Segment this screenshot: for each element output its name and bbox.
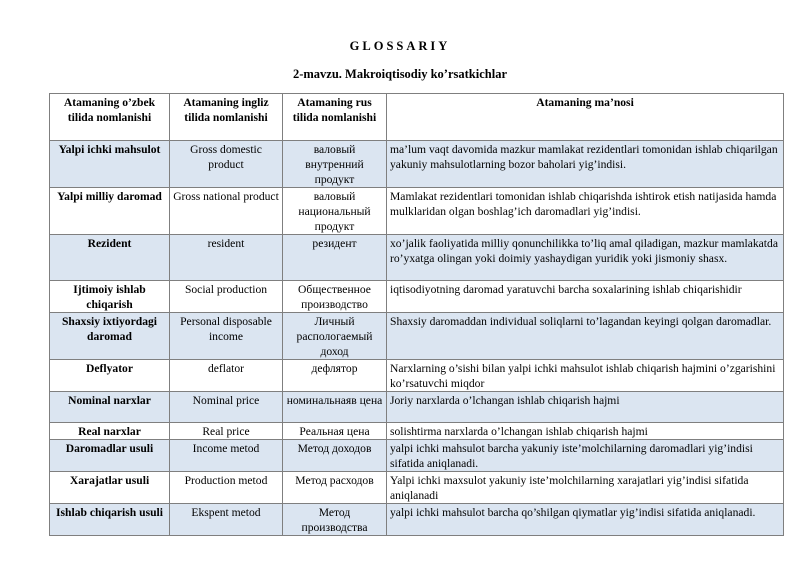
term-meaning: yalpi ichki mahsulot barcha qo’shilgan qiymatlar yig’indisi sifatida aniqlanadi. bbox=[387, 504, 784, 536]
table-row bbox=[50, 141, 784, 188]
term-meaning: Joriy narxlarda o’lchangan ishlab chiqarish hajmi bbox=[387, 392, 784, 423]
term-russian: номинальнаяв цена bbox=[283, 392, 387, 423]
term-english: deflator bbox=[170, 360, 283, 392]
header-russian-term: Atamaning rus tilida nomlanishi bbox=[283, 94, 387, 141]
term-english: resident bbox=[170, 235, 283, 281]
term-uzbek: Ishlab chiqarish usuli bbox=[50, 504, 170, 536]
table-row bbox=[50, 360, 784, 392]
term-uzbek: Ijtimoiy ishlab chiqarish bbox=[50, 281, 170, 313]
term-english: Gross domestic product bbox=[170, 141, 283, 188]
table-row bbox=[50, 313, 784, 360]
table-row bbox=[50, 472, 784, 504]
term-russian: дефлятор bbox=[283, 360, 387, 392]
term-uzbek: Deflyator bbox=[50, 360, 170, 392]
header-meaning: Atamaning ma’nosi bbox=[387, 94, 784, 141]
term-uzbek: Xarajatlar usuli bbox=[50, 472, 170, 504]
term-meaning: xo’jalik faoliyatida milliy qonunchilikka to’liq amal qiladigan, mazkur mamlakatda ro’yxatga olingan yoki doimiy yashaydigan yuridik yoki jismoniy shasx. bbox=[387, 235, 784, 281]
term-english: Ekspent metod bbox=[170, 504, 283, 536]
table-row bbox=[50, 281, 784, 313]
term-meaning: solishtirma narxlarda o’lchangan ishlab chiqarish hajmi bbox=[387, 423, 784, 440]
term-uzbek: Yalpi milliy daromad bbox=[50, 188, 170, 235]
table-row bbox=[50, 235, 784, 281]
page-title: GLOSSARIY bbox=[349, 39, 451, 53]
term-english: Nominal price bbox=[170, 392, 283, 423]
term-english: Gross national product bbox=[170, 188, 283, 235]
term-russian: Реальная цена bbox=[283, 423, 387, 440]
header-english-term: Atamaning ingliz tilida nomlanishi bbox=[170, 94, 283, 141]
term-meaning: ma’lum vaqt davomida mazkur mamlakat rezidentlari tomonidan ishlab chiqarilgan yakuniy mahsulotlarning bozor baholari yig’indisi. bbox=[387, 141, 784, 188]
term-russian: валовый национальный продукт bbox=[283, 188, 387, 235]
glossary-table bbox=[49, 93, 784, 536]
term-russian: Метод производства bbox=[283, 504, 387, 536]
term-russian: валовый внутренний продукт bbox=[283, 141, 387, 188]
term-uzbek: Shaxsiy ixtiyordagi daromad bbox=[50, 313, 170, 360]
term-russian: резидент bbox=[283, 235, 387, 281]
table-row bbox=[50, 188, 784, 235]
term-russian: Личный распологаемый доход bbox=[283, 313, 387, 360]
term-uzbek: Nominal narxlar bbox=[50, 392, 170, 423]
term-russian: Общественное производство bbox=[283, 281, 387, 313]
term-russian: Метод доходов bbox=[283, 440, 387, 472]
term-meaning: Yalpi ichki maxsulot yakuniy iste’molchilarning xarajatlari yig’indisi sifatida aniqlanadi bbox=[387, 472, 784, 504]
term-meaning: Shaxsiy daromaddan individual soliqlarni to’lagandan keyingi qolgan daromadlar. bbox=[387, 313, 784, 360]
table-header-row bbox=[50, 94, 784, 141]
term-meaning: Mamlakat rezidentlari tomonidan ishlab chiqarishda ishtirok etish natijasida hamda mulklaridan olgan boshlag’ich daromadlari yig’indisi. bbox=[387, 188, 784, 235]
term-russian: Метод расходов bbox=[283, 472, 387, 504]
table-row bbox=[50, 440, 784, 472]
term-english: Social production bbox=[170, 281, 283, 313]
term-english: Real price bbox=[170, 423, 283, 440]
term-meaning: iqtisodiyotning daromad yaratuvchi barcha soxalarining ishlab chiqarishidir bbox=[387, 281, 784, 313]
term-meaning: Narxlarning o’sishi bilan yalpi ichki mahsulot ishlab chiqarish hajmini o’zgarishini ko’rsatuvchi miqdor bbox=[387, 360, 784, 392]
term-uzbek: Yalpi ichki mahsulot bbox=[50, 141, 170, 188]
term-english: Income metod bbox=[170, 440, 283, 472]
page-subtitle: 2-mavzu. Makroiqtisodiy ko’rsatkichlar bbox=[292, 67, 507, 81]
table-row bbox=[50, 423, 784, 440]
term-uzbek: Daromadlar usuli bbox=[50, 440, 170, 472]
term-english: Production metod bbox=[170, 472, 283, 504]
term-english: Personal disposable income bbox=[170, 313, 283, 360]
header-uzbek-term: Atamaning o’zbek tilida nomlanishi bbox=[50, 94, 170, 141]
table-row bbox=[50, 392, 784, 423]
term-meaning: yalpi ichki mahsulot barcha yakuniy iste’molchilarning daromadlari yig’indisi sifatida aniqlanadi. bbox=[387, 440, 784, 472]
table-row bbox=[50, 504, 784, 536]
term-uzbek: Real narxlar bbox=[50, 423, 170, 440]
term-uzbek: Rezident bbox=[50, 235, 170, 281]
